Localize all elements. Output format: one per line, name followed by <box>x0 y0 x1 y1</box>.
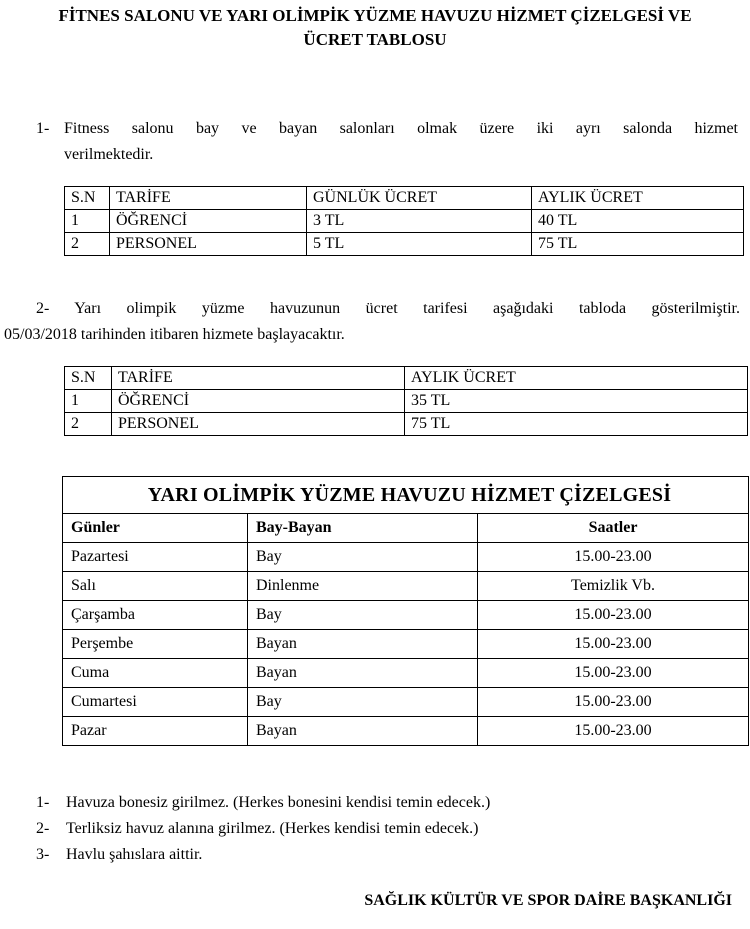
schedule-gender: Bayan <box>248 717 478 746</box>
table-row <box>63 630 749 659</box>
schedule-gender: Bay <box>248 688 478 717</box>
schedule-gender: Bayan <box>248 659 478 688</box>
table-cell: ÖĞRENCİ <box>112 390 405 413</box>
item-2-line-1: 2- Yarı olimpik yüzme havuzunun ücret tarifesi aşağıdaki tabloda gösterilmiştir. <box>36 300 740 317</box>
item-1-line-2: verilmektedir. <box>64 146 154 163</box>
table-row <box>65 210 744 233</box>
item-1-number: 1- <box>36 120 50 137</box>
rule-number: 1- <box>36 794 50 811</box>
table-header-cell: GÜNLÜK ÜCRET <box>307 187 532 210</box>
item-1 <box>36 116 738 168</box>
table-cell: 2 <box>65 413 112 436</box>
schedule-day: Perşembe <box>63 630 248 659</box>
table-row <box>63 688 749 717</box>
table-row <box>63 717 749 746</box>
table-cell: 1 <box>65 210 110 233</box>
table-cell: 40 TL <box>532 210 744 233</box>
schedule-header-hours: Saatler <box>478 514 749 543</box>
fitness-fee-table <box>64 186 744 256</box>
table-cell: 35 TL <box>405 390 748 413</box>
table-cell: 5 TL <box>307 233 532 256</box>
schedule-gender: Dinlenme <box>248 572 478 601</box>
schedule-gender: Bay <box>248 543 478 572</box>
pool-schedule-table <box>62 476 749 746</box>
schedule-gender: Bayan <box>248 630 478 659</box>
schedule-gender: Bay <box>248 601 478 630</box>
item-1-text: Fitness salonu bay ve bayan salonları olmak üzere iki ayrı salonda hizmet <box>64 120 738 137</box>
schedule-title-row <box>63 477 749 514</box>
item-2 <box>4 296 740 348</box>
schedule-day: Cumartesi <box>63 688 248 717</box>
table-header-cell: TARİFE <box>112 367 405 390</box>
schedule-hours: 15.00-23.00 <box>478 659 749 688</box>
rule-number: 2- <box>36 820 50 837</box>
table-row <box>63 543 749 572</box>
table-header-row <box>65 367 748 390</box>
rule-text: Terliksiz havuz alanına girilmez. (Herkes kendisi temin edecek.) <box>66 820 479 837</box>
title-line-2: ÜCRET TABLOSU <box>303 30 447 49</box>
schedule-header-days: Günler <box>63 514 248 543</box>
schedule-header-row <box>63 514 749 543</box>
table-row <box>65 413 748 436</box>
rules-list <box>36 790 490 868</box>
table-header-cell: S.N <box>65 187 110 210</box>
schedule-hours: Temizlik Vb. <box>478 572 749 601</box>
item-1-line-1 <box>36 116 738 142</box>
table-cell: 2 <box>65 233 110 256</box>
schedule-day: Pazartesi <box>63 543 248 572</box>
table-cell: 75 TL <box>405 413 748 436</box>
schedule-title: YARI OLİMPİK YÜZME HAVUZU HİZMET ÇİZELGESİ <box>63 477 749 514</box>
table-row <box>65 233 744 256</box>
schedule-header-gender: Bay-Bayan <box>248 514 478 543</box>
table-header-cell: AYLIK ÜCRET <box>405 367 748 390</box>
schedule-hours: 15.00-23.00 <box>478 543 749 572</box>
table-row <box>63 601 749 630</box>
table-cell: 1 <box>65 390 112 413</box>
list-item <box>36 842 490 868</box>
list-item <box>36 790 490 816</box>
table-cell: ÖĞRENCİ <box>110 210 307 233</box>
document-title <box>0 4 750 52</box>
item-2-line-2: 05/03/2018 tarihinden itibaren hizmete başlayacaktır. <box>4 326 345 343</box>
table-cell: 75 TL <box>532 233 744 256</box>
schedule-hours: 15.00-23.00 <box>478 630 749 659</box>
title-line-1: FİTNES SALONU VE YARI OLİMPİK YÜZME HAVUZU HİZMET ÇİZELGESİ VE <box>58 6 692 25</box>
table-header-row <box>65 187 744 210</box>
table-row <box>65 390 748 413</box>
table-header-cell: AYLIK ÜCRET <box>532 187 744 210</box>
table-header-cell: TARİFE <box>110 187 307 210</box>
rule-text: Havlu şahıslara aittir. <box>66 846 203 863</box>
pool-fee-table <box>64 366 748 436</box>
department-signature: SAĞLIK KÜLTÜR VE SPOR DAİRE BAŞKANLIĞI <box>364 892 732 909</box>
schedule-day: Çarşamba <box>63 601 248 630</box>
table-row <box>63 572 749 601</box>
table-row <box>63 659 749 688</box>
list-item <box>36 816 490 842</box>
schedule-day: Pazar <box>63 717 248 746</box>
schedule-hours: 15.00-23.00 <box>478 688 749 717</box>
table-header-cell: S.N <box>65 367 112 390</box>
schedule-day: Cuma <box>63 659 248 688</box>
table-cell: PERSONEL <box>110 233 307 256</box>
rule-text: Havuza bonesiz girilmez. (Herkes bonesini kendisi temin edecek.) <box>66 794 491 811</box>
schedule-hours: 15.00-23.00 <box>478 717 749 746</box>
schedule-day: Salı <box>63 572 248 601</box>
schedule-hours: 15.00-23.00 <box>478 601 749 630</box>
table-cell: PERSONEL <box>112 413 405 436</box>
rule-number: 3- <box>36 846 50 863</box>
table-cell: 3 TL <box>307 210 532 233</box>
